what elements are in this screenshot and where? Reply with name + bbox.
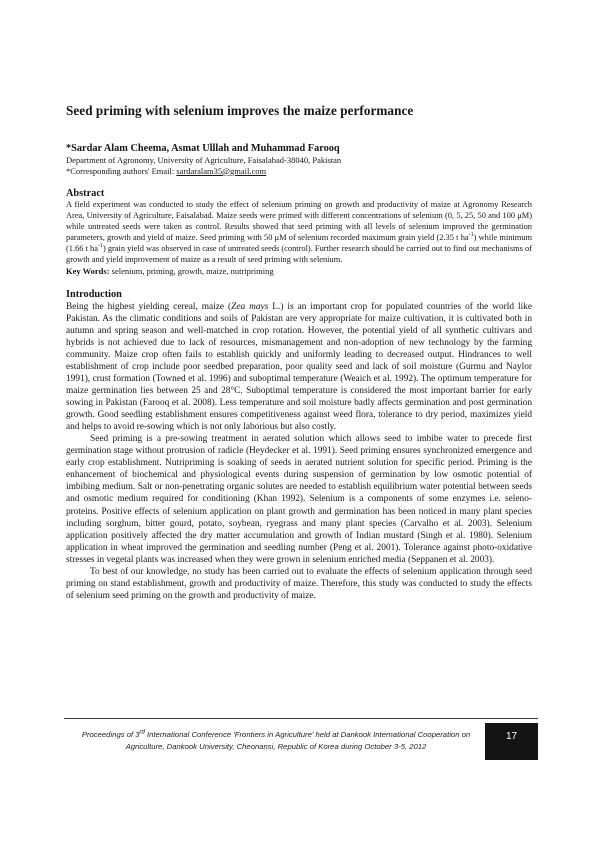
affiliation: Department of Agronomy, University of Agriculture, Faisalabad-38040, Pakistan	[66, 155, 342, 165]
abstract-heading: Abstract	[66, 188, 105, 200]
abstract-part-1: A field experiment was conducted to study the effect of selenium priming on growth and productivity of maize at Agronomy Research Area, University of Agriculture, Faisalabad. Maize seeds were primed with different concentrations of selenium (0, 5, 25, 50 and 100 μM) while untreated seeds were taken as control. Results showed that seed priming with all levels of selenium improved the germination parameters, growth and yield of maize. Seed priming with 50 μM of selenium recorded maximum grain yield (2.35 t ha	[66, 200, 532, 243]
intro-p1-start: Being the highest yielding cereal, maize (	[66, 301, 232, 312]
introduction-heading: Introduction	[66, 288, 122, 300]
abstract-part-3: ) grain yield was observed in case of untreated seeds (control). Further research should be carried out to find out mechanisms of growth and yield improvement of maize as a result of seed priming with selenium.	[66, 244, 532, 264]
corresponding-author	[66, 166, 532, 177]
unit-superscript: -1	[468, 232, 474, 239]
keywords-label: Key Words:	[66, 265, 110, 276]
intro-paragraph-1	[66, 301, 532, 434]
footer-pre: Proceedings of 3	[81, 730, 140, 739]
intro-p1-rest: L.) is an important crop for populated countries of the world like Pakistan. As the climatic conditions and soils of Pakistan are very appropriate for maize cultivation, it is cultivated both in autumn and spring season and well-matched in crop rotation. However, the potential yield of all synthetic cultivars and hybrids is not achieved due to lack of resources, mismanagement and non-adoption of new technology by the farming community. Maize crop often fails to establish quickly and uniformly leading to decreased output. Hindrances to well establishment of crop include poor seedbed preparation, poor quality seed and lack of soil moisture (Gurmu and Naylor 1991), crust formation (Towned et al. 1996) and suboptimal temperature (Weaich et al. 1992). The optimum temperature for maize germination lies between 25 and 28°C. Suboptimal temperature is considered the most important barrier for early sowing in Pakistan (Farooq et al. 2008). Less temperature and soil moisture badly affects germination and post germination growth. Good seedling establishment ensures competitiveness against weed flora, tolerance to dry period, maximizes yield and helps to avoid re-sowing which is not only laborious but also costly.	[66, 301, 532, 433]
footer-line-1: International Conference 'Frontiers in Agriculture' held at Dankook International Cooperation on	[144, 730, 471, 739]
page-number: 17	[485, 723, 538, 760]
abstract-text	[66, 200, 532, 266]
ordinal-superscript: rd	[139, 729, 145, 736]
unit-superscript: -1	[97, 243, 103, 250]
keywords-list: selenium, priming, growth, maize, nutripriming	[109, 265, 274, 276]
corresponding-label: *Corresponding authors' Email:	[66, 165, 177, 176]
footer-line-2: Agriculture, Dankook University, Cheonansi, Republic of Korea during October 3-5, 2012	[125, 741, 427, 751]
paper-title: Seed priming with selenium improves the maize performance	[66, 103, 414, 118]
proceedings-footer	[68, 729, 484, 752]
abstract-part-2: ) while minimum (1.66 t ha	[66, 233, 533, 253]
footer-divider	[64, 718, 538, 719]
author-list: *Sardar Alam Cheema, Asmat Ulllah and Muhammad Farooq	[66, 143, 340, 154]
article-body	[66, 103, 532, 602]
intro-paragraph-2: Seed priming is a pre-sowing treatment in aerated solution which allows seed to imbibe water to precede first germination stage without protrusion of radicle (Heydecker et al. 1991). Seed priming ensures synchronized emergence and early crop establishment. Nutripriming is soaking of seeds in aerated nutrient solution for specific period. Priming is the enhancement of biochemical and physiological events during suspension of germination by low osmotic potential of imbibing medium. Salt or non-penetrating organic solutes are needed to establish equilibrium water potential between seeds and osmotic medium required for conditioning (Khan 1992). Selenium is a components of some enzymes i.e. seleno-proteins. Positive effects of selenium application on plant growth and germination has been noticed in many plant species including sorghum, bitter gourd, potato, soybean, ryegrass and many plant species (Carvalho et al. 2003). Selenium application positively affected the dry matter accumulation and growth of Indian mustard (Singh et al. 1980). Selenium application in wheat improved the germination and seedling number (Peng et al. 2001). Tolerance against photo-oxidative stresses in vegetal plants was increased when they were grown in selenium enriched media (Seppanen et al. 2003).	[66, 434, 532, 565]
author-email-link[interactable]: sardaralam35@gmail.com	[176, 165, 267, 176]
keywords-line	[66, 266, 532, 277]
intro-paragraph-3: To best of our knowledge, no study has been carried out to evaluate the effects of selenium application through seed priming on stand establishment, growth and productivity of maize. Therefore, this study was conducted to study the effects of selenium seed priming on the growth and productivity of maize.	[66, 566, 532, 601]
species-name: Zea mays	[231, 301, 269, 312]
